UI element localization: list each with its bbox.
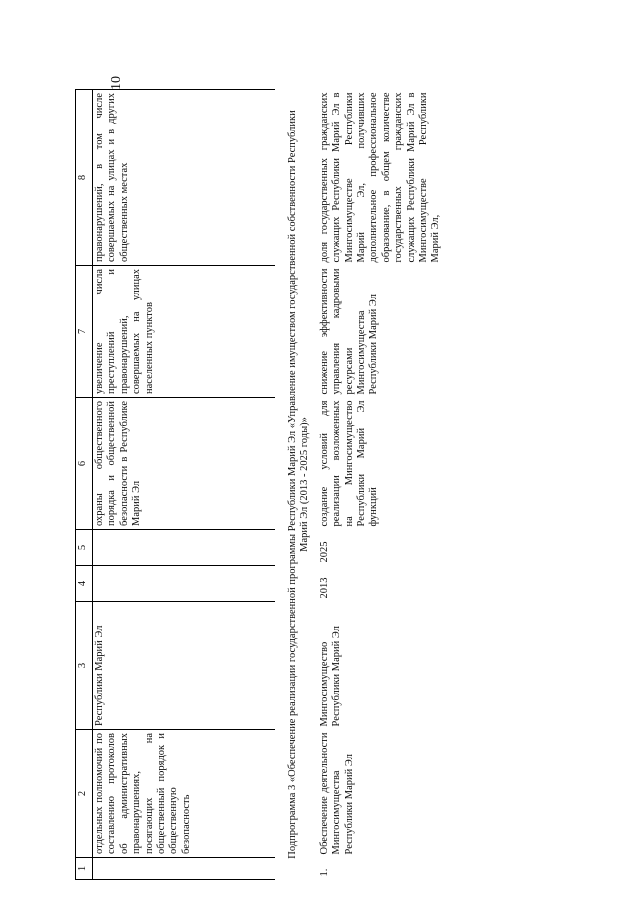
table-row xyxy=(93,90,276,880)
rotated-landscape-table xyxy=(75,90,585,880)
col-header-6: 6 xyxy=(76,398,93,530)
program-table xyxy=(75,89,444,880)
cell-start-year: 2013 xyxy=(318,577,330,599)
subprogram-row xyxy=(275,90,318,880)
cell-consequences: увеличение числа преступлений и правонарушений, совершаемых на улицах населенных пунктов xyxy=(93,266,276,398)
cell-indicator: правонарушений, в том числе совершаемых на улицах и в других общественных местах xyxy=(93,90,276,266)
page-number: 10 xyxy=(109,76,124,90)
col-header-3: 3 xyxy=(76,602,93,730)
cell-expected-result: охраны общественного порядка и общественной безопасности в Республике Марий Эл xyxy=(93,398,276,530)
col-header-7: 7 xyxy=(76,266,93,398)
cell-number xyxy=(93,858,276,880)
cell-number: 1. xyxy=(318,868,330,877)
cell-executor: Республики Марий Эл xyxy=(93,602,276,730)
cell-end-year xyxy=(93,530,276,566)
cell-executor: Мингосимущество Республики Марий Эл xyxy=(318,626,343,727)
cell-measure-name: Обеспечение деятельности Мингосимущества Республики Марий Эл xyxy=(318,732,355,855)
col-header-1: 1 xyxy=(76,858,93,880)
header-row xyxy=(76,90,93,880)
cell-end-year: 2025 xyxy=(318,541,330,563)
col-header-4: 4 xyxy=(76,566,93,602)
col-header-5: 5 xyxy=(76,530,93,566)
cell-start-year xyxy=(93,566,276,602)
cell-expected-result: создание условий для реализации возложенных на Мингосимущество Республики Марий Эл функций xyxy=(318,400,380,527)
cell-measure-name: отдельных полномочий по составлению протоколов об административных правонарушениях, посягающих на общественный порядок и общественную безопасность xyxy=(93,730,276,858)
col-header-2: 2 xyxy=(76,730,93,858)
cell-indicator: доля государственных гражданских служащих Республики Марий Эл в Мингосимуществе Республики Марий Эл, получивших дополнительное профессиональное образование, в общем количестве государственных гражданских служащих Республики Марий Эл в Мингосимуществе Республики Марий Эл, xyxy=(318,92,442,263)
cell-consequences: снижение эффективности управления кадровыми ресурсами Мингосимущества Республики Марий Эл xyxy=(318,268,380,395)
col-header-8: 8 xyxy=(76,90,93,266)
subprogram-title: Подпрограмма 3 «Обеспечение реализации государственной программы Республики Марий Эл «Управление имуществом государственной собственности Республики Марий Эл (2013 - 2025 годы)» xyxy=(287,110,311,859)
table-row xyxy=(318,90,444,880)
